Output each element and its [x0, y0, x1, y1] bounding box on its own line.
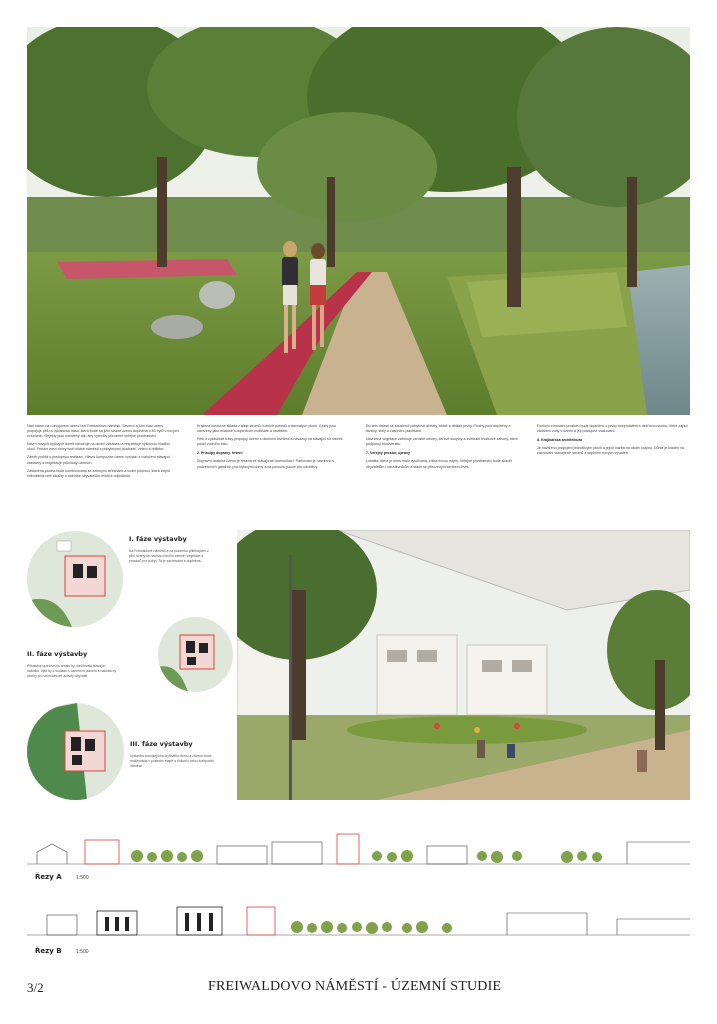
phase-text: Přistavba sportovního areálu by rozšiřovala stávající nabídku, byla by v souladu s územním plánem a nabídla by plochy pro volnočasové aktivity obyvatel.: [27, 664, 117, 678]
text-column-2: [197, 424, 349, 524]
section-b-label: Řezy B: [35, 947, 62, 955]
section-heading: 2. Principy dopravy, řešení: [197, 451, 243, 456]
hero-rendering: [27, 27, 690, 415]
section-a-caption: [27, 866, 89, 884]
paragraph: Dopravní obsluha území je řešena ze stávajících komunikací. Parkování je navrženo v podzemních garážích pod bytovými domy a na povrchu pouze pro návštěvy.: [197, 459, 335, 469]
phase-title: I. fáze výstavby: [129, 535, 187, 543]
text-column-3: [366, 424, 518, 524]
paragraph: Návrh nových bytových domů navazuje na okolní zástavbu a respektuje výškovou hladinu okolí. Prostor mezi domy tvoří klidné náměstí s pobytovými plochami, zelení a hřištěm.: [27, 442, 170, 452]
paragraph: Funkční zónování prostoru bude doplněno o prvky hospodaření s dešťovou vodou, které zajistí zadržení vody v území a její postupné vsakování.: [537, 424, 688, 434]
paragraph: Zastavěná plocha bude kombinována se zelenými střechami a vodní plochou, která zlepší mikroklima celé lokality a nabídne obyvatelům místo k odpočinku.: [27, 468, 171, 478]
text-column-1: [27, 424, 179, 524]
site-plan-illustration: [158, 617, 233, 692]
section-heading: 8. Krajinářská architektura: [537, 438, 583, 443]
section-b-caption: [27, 940, 89, 958]
phase-2-info: [27, 650, 117, 678]
section-a-label: Řezy A: [35, 873, 62, 881]
phase-1-plan: [27, 531, 123, 627]
paragraph: Pěší a cyklistické trasy propojují území s okolními čtvrtěmi a navazují na stávající síť stezek podél vodního toku.: [197, 437, 343, 447]
courtyard-rendering: [237, 530, 690, 800]
paragraph: Lokalita, která je dnes málo využívaná, získá novou náplň. Veřejné prostranství bude sloužit obyvatelům i návštěvníkům a stane se přirozeným centrem čtvrti.: [366, 459, 513, 469]
text-column-4: [537, 424, 690, 524]
site-plan-illustration: [27, 703, 124, 800]
phase-3-plan: [27, 703, 124, 800]
sheet-title: FREIWALDOVO NÁMĚSTÍ - ÚZEMNÍ STUDIE: [208, 979, 502, 994]
phase-text: Vystavba souvisejícího bytového domu a zázemí bude realizována v poslední etapě a dokončí celou kompozici náměstí.: [130, 754, 214, 768]
section-a-drawing: [27, 812, 690, 872]
paragraph: Nad tokem na rozvojovém území leží Freiwaldovo náměstí. Severní a jižní část území propojuje pěší a cyklistická trasa, která bude na jižní straně území doplněna o 83 bytů v nových volumech. Objekty jsou umístěny tak, aby vytvořily přirozené veřejné prostranství.: [27, 424, 179, 439]
phase-1-info: [129, 535, 214, 563]
section-b-drawing: [27, 893, 690, 943]
phase-title: II. fáze výstavby: [27, 650, 88, 658]
paragraph: Je navrženo propojení jednotlivých ploch a jejich vazba na okolní krajinu. Důraz je kladen na zachování stávajících stromů a doplnění nových výsadeb.: [537, 446, 684, 456]
phase-2-plan: [158, 617, 233, 692]
phase-3-info: [130, 740, 215, 768]
paragraph: Záměr počítá s postupnou realizací. Hlavní kompozice území vychází z rozložení stávající zástavby a respektuje průchody územím.: [27, 455, 171, 465]
paragraph: Navržená vegetace zahrnuje vzrostlé stromy, keřové skupiny a květnaté trvalkové záhony, které podporují biodiverzitu.: [366, 437, 518, 447]
hero-illustration: [27, 27, 690, 415]
page-number: 3/2: [27, 980, 44, 995]
section-b-illustration: [27, 893, 690, 943]
paragraph: Do této oblasti se soustředí pobytové aktivity, hřiště a dětské prvky. Plochy jsou doplněny o lavičky, stoly a zastínění plachtami.: [366, 424, 511, 434]
section-b-scale: 1:500: [76, 949, 89, 955]
site-plan-illustration: [27, 531, 123, 627]
phase-title: III. fáze výstavby: [130, 740, 193, 748]
section-heading: 7. Veřejný prostor, úpravy: [366, 451, 410, 456]
phase-text: Na Freiwaldově náměstí a na pozemku přiléhajícím z jižní strany se nachází mnoho zeleně, vegetace a prostorů pro pobyt. Ta je zachována a doplněna.: [129, 549, 209, 563]
section-a-illustration: [27, 812, 690, 872]
paragraph: Krajinná kostra se skládá z aleje stromů, lužních porostů a travnatých ploch. Cesty jsou navrženy jako mlatové s doplněním mobiliáře a osvětlení.: [197, 424, 336, 434]
section-a-scale: 1:500: [76, 875, 89, 881]
courtyard-illustration: [237, 530, 690, 800]
